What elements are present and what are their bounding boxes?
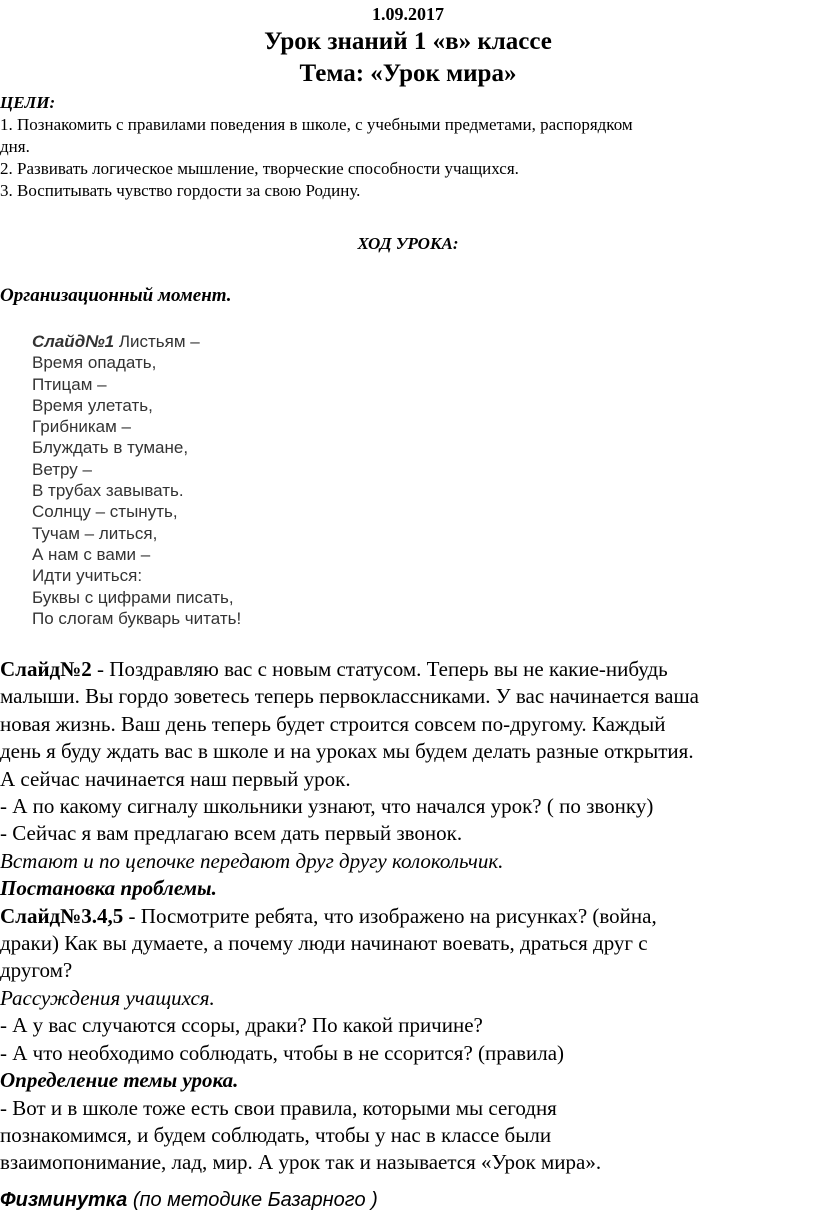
poem-line: Идти учиться:: [32, 566, 143, 586]
poem-line: [32, 331, 241, 352]
text-line: драки) Как вы думаете, а почему люди начинают воевать, драться друг с: [0, 931, 648, 956]
text-line: [0, 656, 816, 683]
poem-line: Птицам –: [32, 374, 107, 394]
poem-line: По слогам букварь читать!: [32, 608, 242, 628]
fizminutka-line: [0, 1189, 378, 1212]
text-line: взаимопонимание, лад, мир. А урок так и называется «Урок мира».: [0, 1150, 602, 1175]
slide1-poem: [32, 331, 241, 629]
poem-line: А нам с вами –: [32, 544, 151, 564]
poem-line: Солнцу – стынуть,: [32, 502, 178, 522]
fizminutka-label: Физминутка: [0, 1189, 128, 1211]
poem-line: Тучам – литься,: [32, 523, 158, 543]
topic-heading: Определение темы урока.: [0, 1068, 239, 1093]
text-line: новая жизнь. Ваш день теперь будет строится совсем по-другому. Каждый: [0, 711, 666, 736]
lesson-progress-heading: ХОД УРОКА:: [357, 234, 459, 253]
text-line: А сейчас начинается наш первый урок.: [0, 766, 351, 791]
text-line: - А у вас случаются ссоры, драки? По какой причине?: [0, 1013, 483, 1038]
poem-line: Время опадать,: [32, 353, 157, 373]
slide2-label: Слайд№2: [0, 657, 92, 681]
poem-line: Время улетать,: [32, 395, 153, 415]
text-line: другом?: [0, 958, 73, 983]
reasoning-note: Рассуждения учащихся.: [0, 985, 215, 1010]
goal-line: 2. Развивать логическое мышление, творческие способности учащихся.: [0, 159, 519, 178]
slide2-text: - Поздравляю вас с новым статусом. Теперь вы не какие-нибудь: [91, 657, 668, 681]
poem-line: Ветру –: [32, 459, 92, 479]
poem-line: Грибникам –: [32, 417, 131, 437]
poem-line: Буквы с цифрами писать,: [32, 587, 234, 607]
goal-line: 3. Воспитывать чувство гордости за свою Родину.: [0, 181, 361, 200]
poem-first-line: Листьям –: [114, 332, 200, 351]
lesson-body: [0, 656, 816, 1177]
fizminutka-note: (по методике Базарного ): [127, 1189, 378, 1211]
text-line: день я буду ждать вас в школе и на уроках мы будем делать разные открытия.: [0, 739, 694, 764]
goal-line: дня.: [0, 137, 30, 156]
lesson-date: 1.09.2017: [372, 4, 444, 24]
lesson-title: Урок знаний 1 «в» классе: [264, 28, 552, 55]
slide345-text: - Посмотрите ребята, что изображено на рисунках? (война,: [123, 903, 657, 928]
goals-heading: ЦЕЛИ:: [0, 93, 56, 112]
goals-section: [0, 92, 800, 202]
slide345-label: Слайд№3.4,5: [0, 903, 124, 928]
poem-line: Блуждать в тумане,: [32, 438, 189, 458]
text-line: - Сейчас я вам предлагаю всем дать первый звонок.: [0, 821, 463, 846]
problem-heading: Постановка проблемы.: [0, 876, 217, 901]
text-line: малыши. Вы гордо зоветесь теперь первоклассниками. У вас начинается ваша: [0, 684, 699, 709]
poem-line: В трубах завывать.: [32, 481, 184, 501]
text-line: - А что необходимо соблюдать, чтобы в не ссорится? (правила): [0, 1040, 565, 1065]
goal-line: 1. Познакомить с правилами поведения в школе, с учебными предметами, распорядком: [0, 115, 633, 134]
lesson-theme: Тема: «Урок мира»: [299, 60, 517, 87]
text-line: - А по какому сигналу школьники узнают, что начался урок? ( по звонку): [0, 794, 654, 819]
org-moment-heading: Организационный момент.: [0, 285, 232, 306]
text-line: - Вот и в школе тоже есть свои правила, которыми мы сегодня: [0, 1095, 557, 1120]
slide1-label: Слайд№1: [32, 332, 115, 351]
text-line: познакомимся, и будем соблюдать, чтобы у нас в классе были: [0, 1122, 552, 1147]
text-line: [0, 903, 816, 930]
action-note: Встают и по цепочке передают друг другу колокольчик.: [0, 848, 504, 873]
